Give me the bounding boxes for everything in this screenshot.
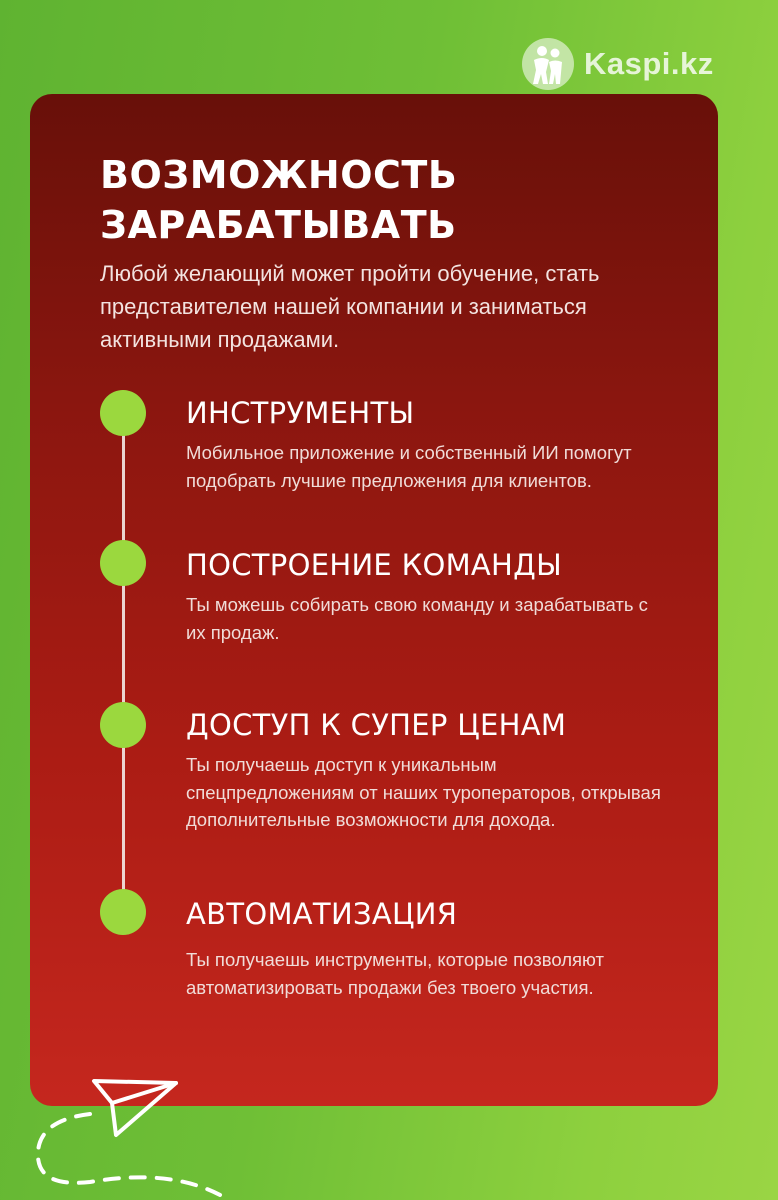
dashed-flight-path-icon xyxy=(0,1100,240,1200)
kaspi-logo-icon xyxy=(522,38,574,90)
timeline-dot-team xyxy=(100,540,146,586)
feature-tools xyxy=(186,395,686,494)
card-intro: Любой желающий может пройти обучение, стать представителем нашей компании и заниматься активными продажами. xyxy=(100,261,600,352)
feature-super-prices xyxy=(186,707,686,834)
feature-title: ДОСТУП К СУПЕР ЦЕНАМ xyxy=(186,708,567,742)
feature-description: Ты можешь собирать свою команду и зарабатывать с их продаж. xyxy=(186,594,648,643)
feature-automation xyxy=(186,896,686,1001)
kaspi-logo xyxy=(522,38,714,90)
kaspi-logo-text: Kaspi.kz xyxy=(584,46,714,81)
timeline-dot-prices xyxy=(100,702,146,748)
feature-title: АВТОМАТИЗАЦИЯ xyxy=(186,897,458,931)
feature-title: ИНСТРУМЕНТЫ xyxy=(186,396,415,430)
timeline-dot-automation xyxy=(100,889,146,935)
feature-title: ПОСТРОЕНИЕ КОМАНДЫ xyxy=(186,548,562,582)
earning-opportunity-card xyxy=(30,94,718,1106)
feature-description: Ты получаешь доступ к уникальным спецпредложениям от наших туроператоров, открывая дополнительные возможности для дохода. xyxy=(186,754,661,830)
card-title: ВОЗМОЖНОСТЬ ЗАРАБАТЫВАТЬ xyxy=(100,153,458,247)
feature-description: Ты получаешь инструменты, которые позволяют автоматизировать продажи без твоего участия. xyxy=(186,949,604,998)
timeline-dot-tools xyxy=(100,390,146,436)
feature-description: Мобильное приложение и собственный ИИ помогут подобрать лучшие предложения для клиентов. xyxy=(186,442,632,491)
feature-team-building xyxy=(186,547,686,646)
timeline-line xyxy=(122,414,125,914)
